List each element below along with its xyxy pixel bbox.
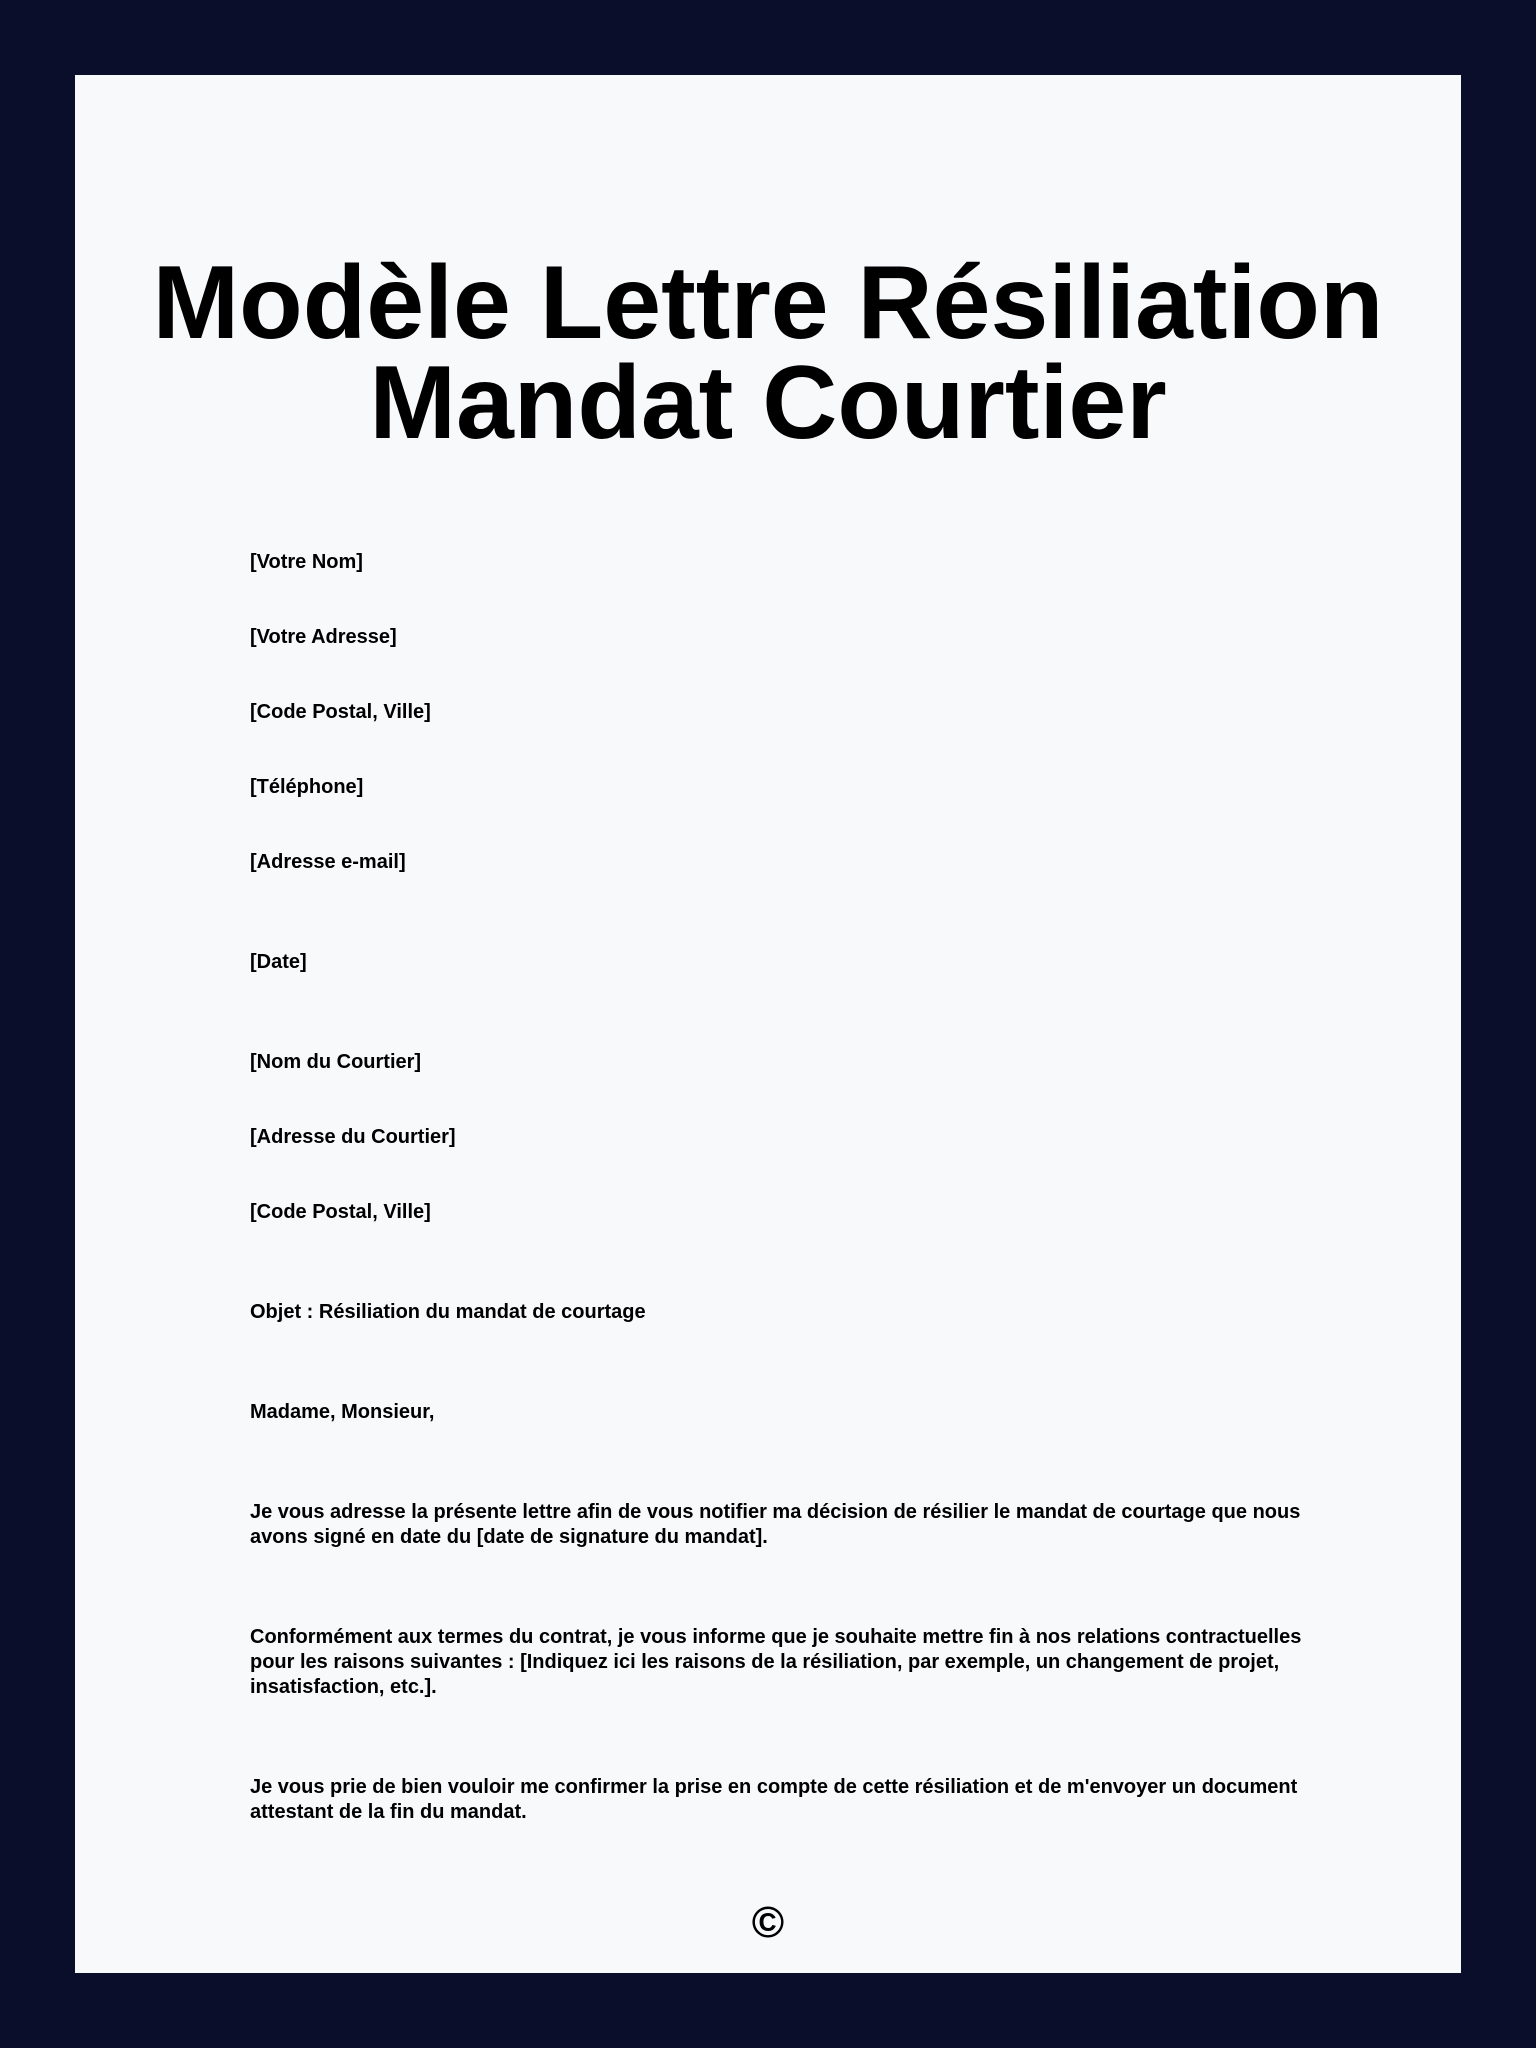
sender-address: [Votre Adresse]: [250, 626, 397, 648]
sender-email: [Adresse e-mail]: [250, 851, 406, 873]
page-title: [75, 245, 1461, 461]
copyright-icon: ©: [751, 1898, 785, 1947]
sender-name: [Votre Nom]: [250, 551, 363, 573]
letter-subject: Objet : Résiliation du mandat de courtage: [250, 1301, 646, 1323]
letter-date: [Date]: [250, 951, 307, 973]
paragraph-3: Je vous prie de bien vouloir me confirmer la prise en compte de cette résiliation et de m'envoyer un document attestant de la fin du mandat.: [250, 1776, 1298, 1823]
title-line-2: Mandat Courtier: [369, 345, 1167, 461]
letter-page: [75, 75, 1461, 1973]
title-line-1: Modèle Lettre Résiliation: [152, 245, 1384, 361]
paragraph-2: Conformément aux termes du contrat, je vous informe que je souhaite mettre fin à nos relations contractuelles pour les raisons suivantes : [Indiquez ici les raisons de la résiliation, par exemple, un changement de projet, insatisfaction, etc.].: [250, 1626, 1302, 1698]
sender-postal-city: [Code Postal, Ville]: [250, 701, 431, 723]
recipient-postal-city: [Code Postal, Ville]: [250, 1201, 431, 1223]
recipient-address: [Adresse du Courtier]: [250, 1126, 456, 1148]
letter-salutation: Madame, Monsieur,: [250, 1401, 435, 1423]
paragraph-1: Je vous adresse la présente lettre afin de vous notifier ma décision de résilier le mandat de courtage que nous avons signé en date du [date de signature du mandat].: [250, 1501, 1301, 1548]
recipient-name: [Nom du Courtier]: [250, 1051, 422, 1073]
sender-phone: [Téléphone]: [250, 776, 364, 798]
